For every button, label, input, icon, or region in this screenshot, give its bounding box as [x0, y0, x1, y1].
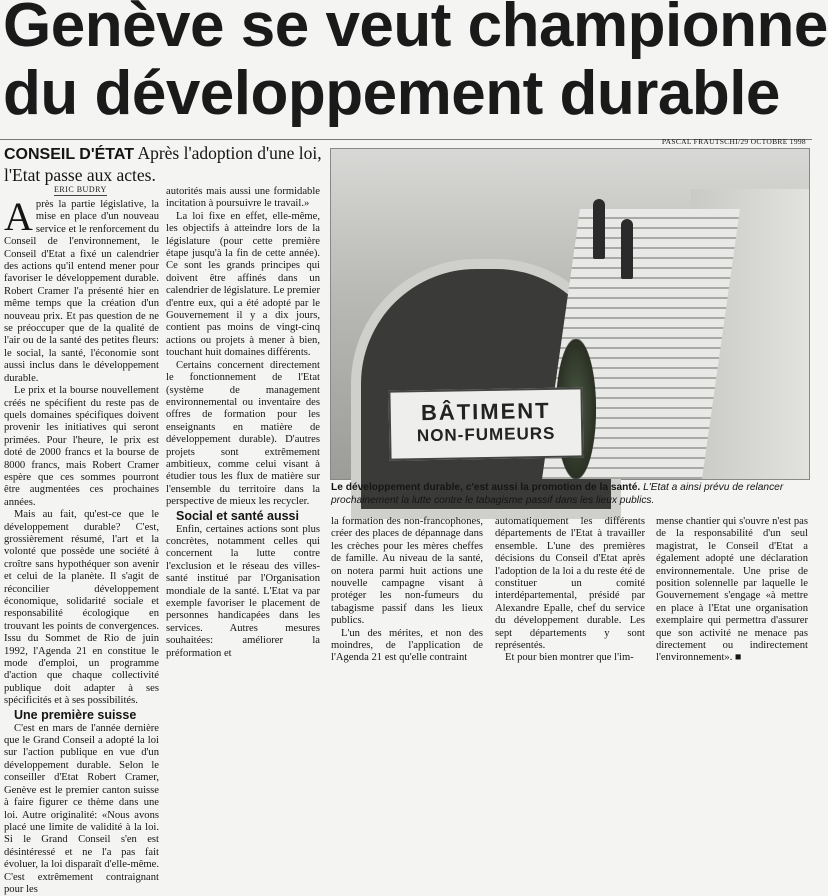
- col2-paragraph-2: La loi fixe en effet, elle-même, les objectifs à atteindre lors de la législature (pour cette première étape jusqu'à la fin de cette année). Ce sont les grands principes qui doivent être affinés dans un calendrier de législature. Le premier d'entre eux, qui a été adopté par le Gouvernement il y a dix jours, contient pas moins de vingt-cinq actions ou projets à mener à bien, touchant huit domaines différents.: [166, 210, 320, 359]
- photo-person-2: [621, 219, 633, 279]
- photo-sign: [388, 387, 583, 460]
- col1-paragraph-2: Le prix et la bourse nouvellement créés ne spécifient du reste pas de quels domaines spécifiques doivent provenir les initiatives qui seront primées. Pour l'heure, le prix est doté de 2000 francs et la bourse de 8000 francs, mais Robert Cramer espère que ces sommes pourront être augmentées ces prochaines années.: [4, 385, 159, 508]
- col3-paragraph-1: la formation des non-francophones, créer des places de dépannage dans les crèches pour les mères cheffes de famille. Au niveau de la santé, on notera parmi huit actions une nouvelle campagne visant à protéger les non-fumeurs du tabagisme passif dans les lieux publics.: [331, 516, 483, 627]
- deck: [4, 143, 322, 185]
- col1-paragraph-3: Mais au fait, qu'est-ce que le développement durable? C'est, grossièrement résumé, l'art et la volonté que possède une société à croître sans hypothéquer son avenir et celui de la planète. Il s'agit de réconcilier développement économique, solidarité sociale et responsabilité écologique en trouvant les points de convergences. Issu du Sommet de Rio de juin 1992, l'Agenda 21 en constitue le mode d'emploi, un programme d'action que chaque collectivité publique doit adapter à ses spécificités et à ses possibilités.: [4, 509, 159, 707]
- sign-line-1: BÂTIMENT: [420, 397, 551, 426]
- column-1: [4, 194, 159, 895]
- headline-line-2: du développement durable: [3, 59, 780, 128]
- col3-paragraph-2: L'un des mérites, et non des moindres, de l'application de l'Agenda 21 est qu'elle contraint: [331, 627, 483, 664]
- dropcap: A: [4, 194, 33, 239]
- column-3: [331, 516, 483, 666]
- caption-italic: L'Etat a ainsi prévu de relancer prochainement la lutte contre le tabagisme passif dans les lieux publics.: [331, 482, 784, 506]
- col2-paragraph-3: Certains concernent directement le fonctionnement de l'Etat (système de management environnemental ou inventaire des offres de formation pour les enseignants en matière de développement durable). D'autres projets sont extrêmement ambitieux, comme celui visant à étudier tous les flux de matière sur l'ensemble du territoire dans la perspective de mieux les recycler.: [166, 359, 320, 508]
- photo-staircase: [330, 148, 810, 480]
- col2-paragraph-4: Enfin, certaines actions sont plus concrètes, notamment celles qui concernent la lutte contre l'exclusion et le réseau des villes-santé institué par l'Organisation mondiale de la santé. L'Etat va par exemple favoriser le placement de personnes handicapées dans les services. Autres mesures souhaitées: améliorer la préformation et: [166, 523, 320, 659]
- column-2: [166, 186, 320, 666]
- col2-paragraph-1: autorités mais aussi une formidable incitation à poursuivre le travail.»: [166, 186, 320, 210]
- col4-paragraph-1: automatiquement les différents départements de l'Etat à travailler ensemble. L'une des premières décisions du Conseil d'Etat après l'adoption de la loi a du reste été de constituer un comité interdépartemental, présidé par Alexandre Epalle, chef du service du développement durable. Les sept départements y sont représentés.: [495, 516, 645, 652]
- byline: ERIC BUDRY: [54, 185, 107, 194]
- col5-paragraph-1: mense chantier qui s'ouvre n'est pas de la responsabilité d'un seul magistrat, le Conseil d'Etat a également adopté une déclaration environnementale. Une prise de position solennelle par laquelle le Gouvernement s'engage «à mettre en place à l'Etat une organisation exemplaire qui permettra d'assurer que son activité ne menace pas directement ou indirectement l'environnement». ■: [656, 516, 808, 664]
- col4-paragraph-2: Et pour bien montrer que l'im-: [505, 652, 634, 664]
- headline-line-1: Genève se veut championne: [3, 0, 828, 60]
- deck-text: Après l'adoption d'une loi, l'Etat passe aux actes.: [4, 143, 322, 185]
- headline: [3, 0, 828, 128]
- column-4: [495, 516, 645, 666]
- deck-kicker: CONSEIL D'ÉTAT: [4, 146, 135, 163]
- photo-credit: PASCAL FRAUTSCHI/29 OCTOBRE 1998: [661, 137, 806, 146]
- column-5: [656, 516, 808, 666]
- col1-paragraph-1: Après la partie législative, la mise en place d'un nouveau service et le renforcement du Conseil de l'environnement, le Conseil d'Etat a fixé un calendrier des actions qu'il entend mener pour favoriser le développement durable. Robert Cramer l'a présenté hier en même temps que la création d'un nouveau prix. Et pas question de ne se préoccuper que de la qualité de l'air ou de la santé des petites fleurs: le social, la santé, l'économie sont aussi inclus dans le développement durable.: [4, 194, 159, 384]
- col1-paragraph-4: C'est en mars de l'année dernière que le Grand Conseil a adopté la loi sur l'action publique en vue d'un développement durable. Selon le conseiller d'Etat Robert Cramer, Genève est le premier canton suisse à faire figurer ce thème dans une loi. Autre originalité: «Nous avons placé une limite de validité à la loi. Si le Grand Conseil s'en est désintéressé et ne l'a pas fait évoluer, la loi disparaît d'elle-même. C'est extrêmement contraignant pour les: [4, 722, 159, 895]
- subhead-social-sante: Social et santé aussi: [176, 508, 299, 523]
- photo-caption: [331, 482, 809, 507]
- caption-bold: Le développement durable, c'est aussi la promotion de la santé.: [331, 482, 641, 493]
- subhead-premiere-suisse: Une première suisse: [14, 707, 137, 722]
- sign-line-2: NON-FUMEURS: [416, 423, 556, 446]
- photo-person-1: [593, 199, 605, 259]
